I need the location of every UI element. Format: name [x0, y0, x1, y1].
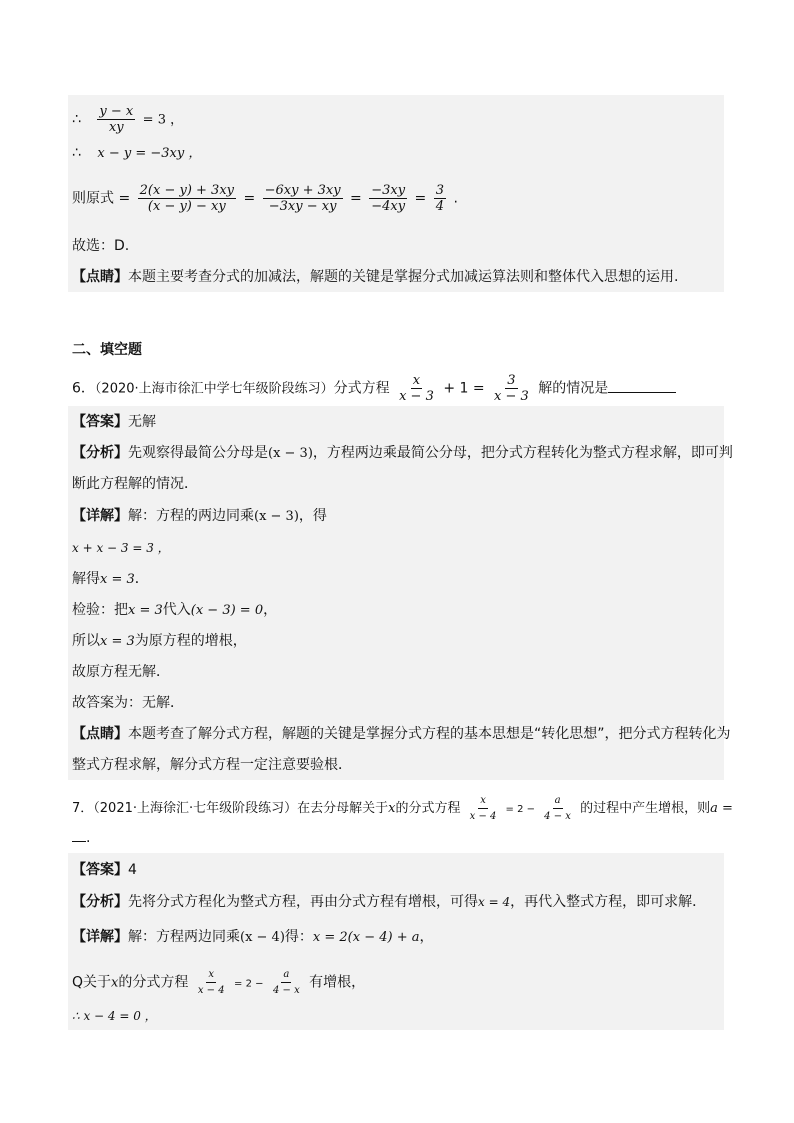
- q6-detail-2: x + x − 3 = 3 ，: [72, 541, 170, 555]
- q6-detail-1: 【详解】解：方程的两边同乘(x − 3)，得: [72, 508, 327, 524]
- question-7-blank: .: [72, 828, 90, 848]
- line-therefore-2: ∴ x − y = −3xy ，: [72, 145, 202, 161]
- fraction: $\frac{-3xy}{-4xy}$: [371, 183, 406, 214]
- line-original-expression: 则原式 = $\frac{2(x - y) + 3xy}{(x - y) - xy}$ = $\frac{-6xy + 3xy}{-3xy - xy}$ = $\frac{-3xy}{-4xy}$ = $\frac{3}{4}$ .: [72, 183, 458, 214]
- q6-detail-4: 检验：把x = 3代入(x − 3) = 0，: [72, 602, 278, 618]
- fraction: $\frac{3}{x - 3}$: [494, 373, 529, 404]
- section-title: 二、填空题: [72, 342, 142, 358]
- question-6: 6．（2020·上海市徐汇中学七年级阶段练习）分式方程 $\frac{x}{x - 3}$ + 1 = $\frac{3}{x - 3}$ 解的情况是: [72, 373, 676, 404]
- q6-detail-7: 故答案为：无解．: [72, 695, 184, 711]
- question-7: 7．（2021·上海徐汇·七年级阶段练习）在去分母解关于x的分式方程 $\frac{x}{x - 4}$ = 2 − $\frac{a}{4 - x}$ 的过程中产生增根，则a =: [72, 795, 733, 822]
- line-dianjing-q5: 【点睛】本题主要考查分式的加减法，解题的关键是掌握分式加减运算法则和整体代入思想的运用.: [72, 269, 679, 285]
- q7-answer: 【答案】4: [72, 862, 137, 878]
- fraction: $\frac{y - x}{xy}$: [99, 104, 134, 135]
- q7-detail-3: ∴ x − 4 = 0 ，: [72, 1009, 157, 1023]
- q6-detail-6: 故原方程无解．: [72, 664, 170, 680]
- fraction: $\frac{3}{4}$: [435, 183, 444, 214]
- q7-analysis: 【分析】先将分式方程化为整式方程，再由分式方程有增根，可得x = 4，再代入整式方程，即可求解．: [72, 894, 707, 910]
- line-therefore-1: ∴ $\frac{y - x}{xy}$ = 3 ，: [72, 104, 184, 135]
- q6-analysis-2: 断此方程解的情况．: [72, 476, 198, 492]
- q6-analysis-1: 【分析】先观察得最简公分母是(x − 3)，方程两边乘最简公分母，把分式方程转化为整式方程求解，即可判: [72, 445, 733, 461]
- q6-answer: 【答案】无解: [72, 414, 156, 430]
- q7-detail-2: Q关于x的分式方程 $\frac{x}{x - 4}$ = 2 − $\frac{a}{4 - x}$ 有增根，: [72, 969, 366, 996]
- answer-blank: [72, 829, 86, 842]
- answer-blank: [608, 378, 676, 393]
- q6-dianjing-2: 整式方程求解，解分式方程一定注意要验根．: [72, 757, 352, 773]
- fraction: $\frac{x}{x - 4}$: [469, 795, 497, 822]
- fraction: $\frac{2(x - y) + 3xy}{(x - y) - xy}$: [139, 183, 234, 214]
- q6-detail-3: 解得x = 3．: [72, 571, 149, 587]
- q6-detail-5: 所以x = 3为原方程的增根，: [72, 633, 247, 649]
- fraction: $\frac{-6xy + 3xy}{-3xy - xy}$: [264, 183, 341, 214]
- fraction: $\frac{a}{4 - x}$: [544, 795, 571, 822]
- q7-detail-1: 【详解】解：方程两边同乘(x − 4)得：x = 2(x − 4) + a，: [72, 929, 434, 945]
- fraction: $\frac{x}{x - 3}$: [399, 373, 434, 404]
- fraction: $\frac{x}{x - 4}$: [197, 969, 225, 996]
- q6-dianjing-1: 【点睛】本题考查了解分式方程，解题的关键是掌握分式方程的基本思想是“转化思想”，把分式方程转化为: [72, 726, 731, 742]
- fraction: $\frac{a}{4 - x}$: [272, 969, 300, 996]
- line-choice: 故选：D.: [72, 238, 130, 254]
